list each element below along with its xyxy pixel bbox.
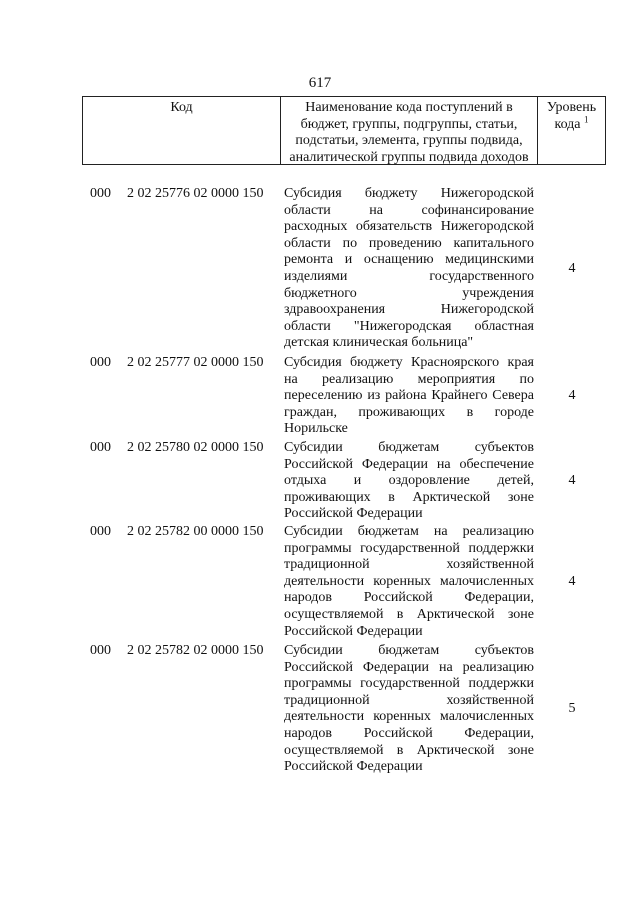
revenue-description: [284, 440, 534, 523]
revenue-description: [284, 524, 534, 640]
header-name: [281, 97, 538, 164]
header-level-line2: [538, 113, 605, 134]
code-level: 5: [568, 701, 576, 717]
admin-code: 000: [90, 643, 111, 658]
description-line: Норильске: [284, 421, 348, 437]
header-name-line: аналитической группы подвида доходов: [289, 149, 529, 165]
description-line: расходных обязательств Нижегородской: [284, 219, 534, 235]
description-line: Российской Федерации: [284, 623, 423, 639]
description-line: программы государственной поддержки: [284, 540, 534, 556]
description-line: области на софинансирование: [284, 202, 534, 218]
description-line: детская клиническая больница": [284, 335, 474, 351]
description-line: Российской Федерации на обеспечение: [284, 456, 534, 472]
description-line: осуществляемой в Арктической зоне: [284, 606, 534, 622]
description-line: деятельности коренных малочисленных: [284, 709, 534, 725]
header-level-text: кода: [554, 116, 581, 132]
header-name-line: бюджет, группы, подгруппы, статьи,: [300, 116, 518, 132]
description-line: Субсидии бюджетам субъектов: [284, 440, 534, 455]
description-line: программы государственной поддержки: [284, 676, 534, 692]
description-line: Российской Федерации на реализацию: [284, 659, 534, 675]
description-line: здравоохранения Нижегородской: [284, 302, 534, 318]
description-line: бюджетного учреждения: [284, 285, 534, 301]
revenue-code: 2 02 25782 02 0000 150: [127, 643, 264, 658]
revenue-description: [284, 355, 534, 438]
description-line: традиционной хозяйственной: [284, 692, 534, 708]
description-line: деятельности коренных малочисленных: [284, 573, 534, 589]
description-line: Субсидии бюджетам субъектов: [284, 643, 534, 658]
description-line: на реализацию мероприятия по: [284, 371, 534, 387]
header-code: Код: [83, 97, 281, 164]
description-line: осуществляемой в Арктической зоне: [284, 742, 534, 758]
code-level: 4: [568, 260, 576, 276]
header-name-line: Наименование кода поступлений в: [305, 100, 513, 115]
description-line: традиционной хозяйственной: [284, 557, 534, 573]
description-line: Субсидия бюджету Нижегородской: [284, 186, 534, 201]
admin-code: 000: [90, 355, 111, 370]
header-level-line1: Уровень: [546, 100, 597, 115]
admin-code: 000: [90, 440, 111, 455]
admin-code: 000: [90, 524, 111, 539]
code-level: 4: [568, 388, 576, 404]
code-level: 4: [568, 473, 576, 489]
revenue-code: 2 02 25782 00 0000 150: [127, 524, 264, 539]
description-line: Субсидии бюджетам на реализацию: [284, 524, 534, 539]
revenue-description: [284, 186, 534, 352]
description-line: ремонта и оснащению медицинскими: [284, 252, 534, 268]
description-line: отдыха и оздоровление детей,: [284, 473, 534, 489]
header-name-line: подстатьи, элемента, группы подвида,: [295, 133, 523, 148]
description-line: Субсидия бюджету Красноярского края: [284, 355, 534, 370]
header-level: [538, 97, 605, 164]
revenue-code: 2 02 25776 02 0000 150: [127, 186, 264, 201]
admin-code: 000: [90, 186, 111, 201]
description-line: области "Нижегородская областная: [284, 318, 534, 334]
revenue-code: 2 02 25777 02 0000 150: [127, 355, 264, 370]
description-line: проживающих в Арктической зоне: [284, 489, 534, 505]
description-line: изделиями государственного: [284, 268, 534, 284]
revenue-description: [284, 643, 534, 776]
description-line: народов Российской Федерации,: [284, 725, 534, 741]
footnote-marker: 1: [584, 113, 589, 124]
description-line: переселению из района Крайнего Севера: [284, 388, 534, 404]
description-line: народов Российской Федерации,: [284, 590, 534, 606]
description-line: Российской Федерации: [284, 506, 423, 522]
code-level: 4: [568, 573, 576, 589]
description-line: области по проведению капитального: [284, 235, 534, 251]
page-number: 617: [308, 75, 332, 91]
revenue-code: 2 02 25780 02 0000 150: [127, 440, 264, 455]
description-line: Российской Федерации: [284, 759, 423, 775]
table-header: [82, 96, 606, 165]
description-line: граждан, проживающих в городе: [284, 404, 534, 420]
